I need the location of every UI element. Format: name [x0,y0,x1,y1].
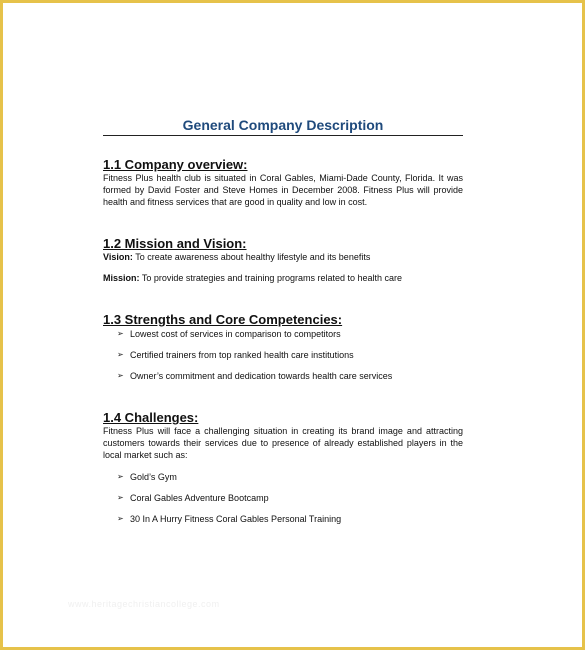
section-heading: 1.1 Company overview: [103,157,248,172]
section-paragraph: Fitness Plus will face a challenging situation in creating its brand image and attracting customers towards their services due to presence of already established players in the local market such as: [103,426,463,460]
arrow-bullet-icon: ➢ [117,371,124,380]
arrow-bullet-icon: ➢ [117,329,124,338]
vision-text: To create awareness about healthy lifestyle and its benefits [135,252,371,262]
list-item: ➢ Owner’s commitment and dedication towards health care services [117,371,393,381]
section-heading: 1.4 Challenges: [103,410,199,425]
section-paragraph: Fitness Plus health club is situated in Coral Gables, Miami-Dade County, Florida. It was formed by David Foster and Steve Homes in December 2008. Fitness Plus will provide health and fitness services that are good in quality and low in cost. [103,173,463,207]
mission-line [103,272,463,284]
arrow-bullet-icon: ➢ [117,350,124,359]
strengths-list [103,328,463,382]
section-company-overview [103,157,463,208]
document-title: General Company Description [103,117,463,136]
list-item: ➢ Certified trainers from top ranked health care institutions [117,350,354,360]
section-heading: 1.2 Mission and Vision: [103,236,247,251]
list-item: ➢ Gold’s Gym [117,472,177,482]
section-heading: 1.3 Strengths and Core Competencies: [103,312,343,327]
list-item: ➢ Coral Gables Adventure Bootcamp [117,493,269,503]
section-mission-vision [103,236,463,284]
challenges-list [103,471,463,525]
vision-label: Vision: [103,252,133,262]
arrow-bullet-icon: ➢ [117,472,124,481]
mission-label: Mission: [103,273,140,283]
arrow-bullet-icon: ➢ [117,493,124,502]
arrow-bullet-icon: ➢ [117,514,124,523]
watermark: www.heritagechristiancollege.com [68,599,220,609]
mission-text: To provide strategies and training programs related to health care [141,273,403,283]
section-strengths [103,312,463,382]
vision-line [103,251,463,263]
list-item: ➢ 30 In A Hurry Fitness Coral Gables Personal Training [117,514,342,524]
list-item: ➢ Lowest cost of services in comparison to competitors [117,329,341,339]
section-challenges [103,410,463,525]
